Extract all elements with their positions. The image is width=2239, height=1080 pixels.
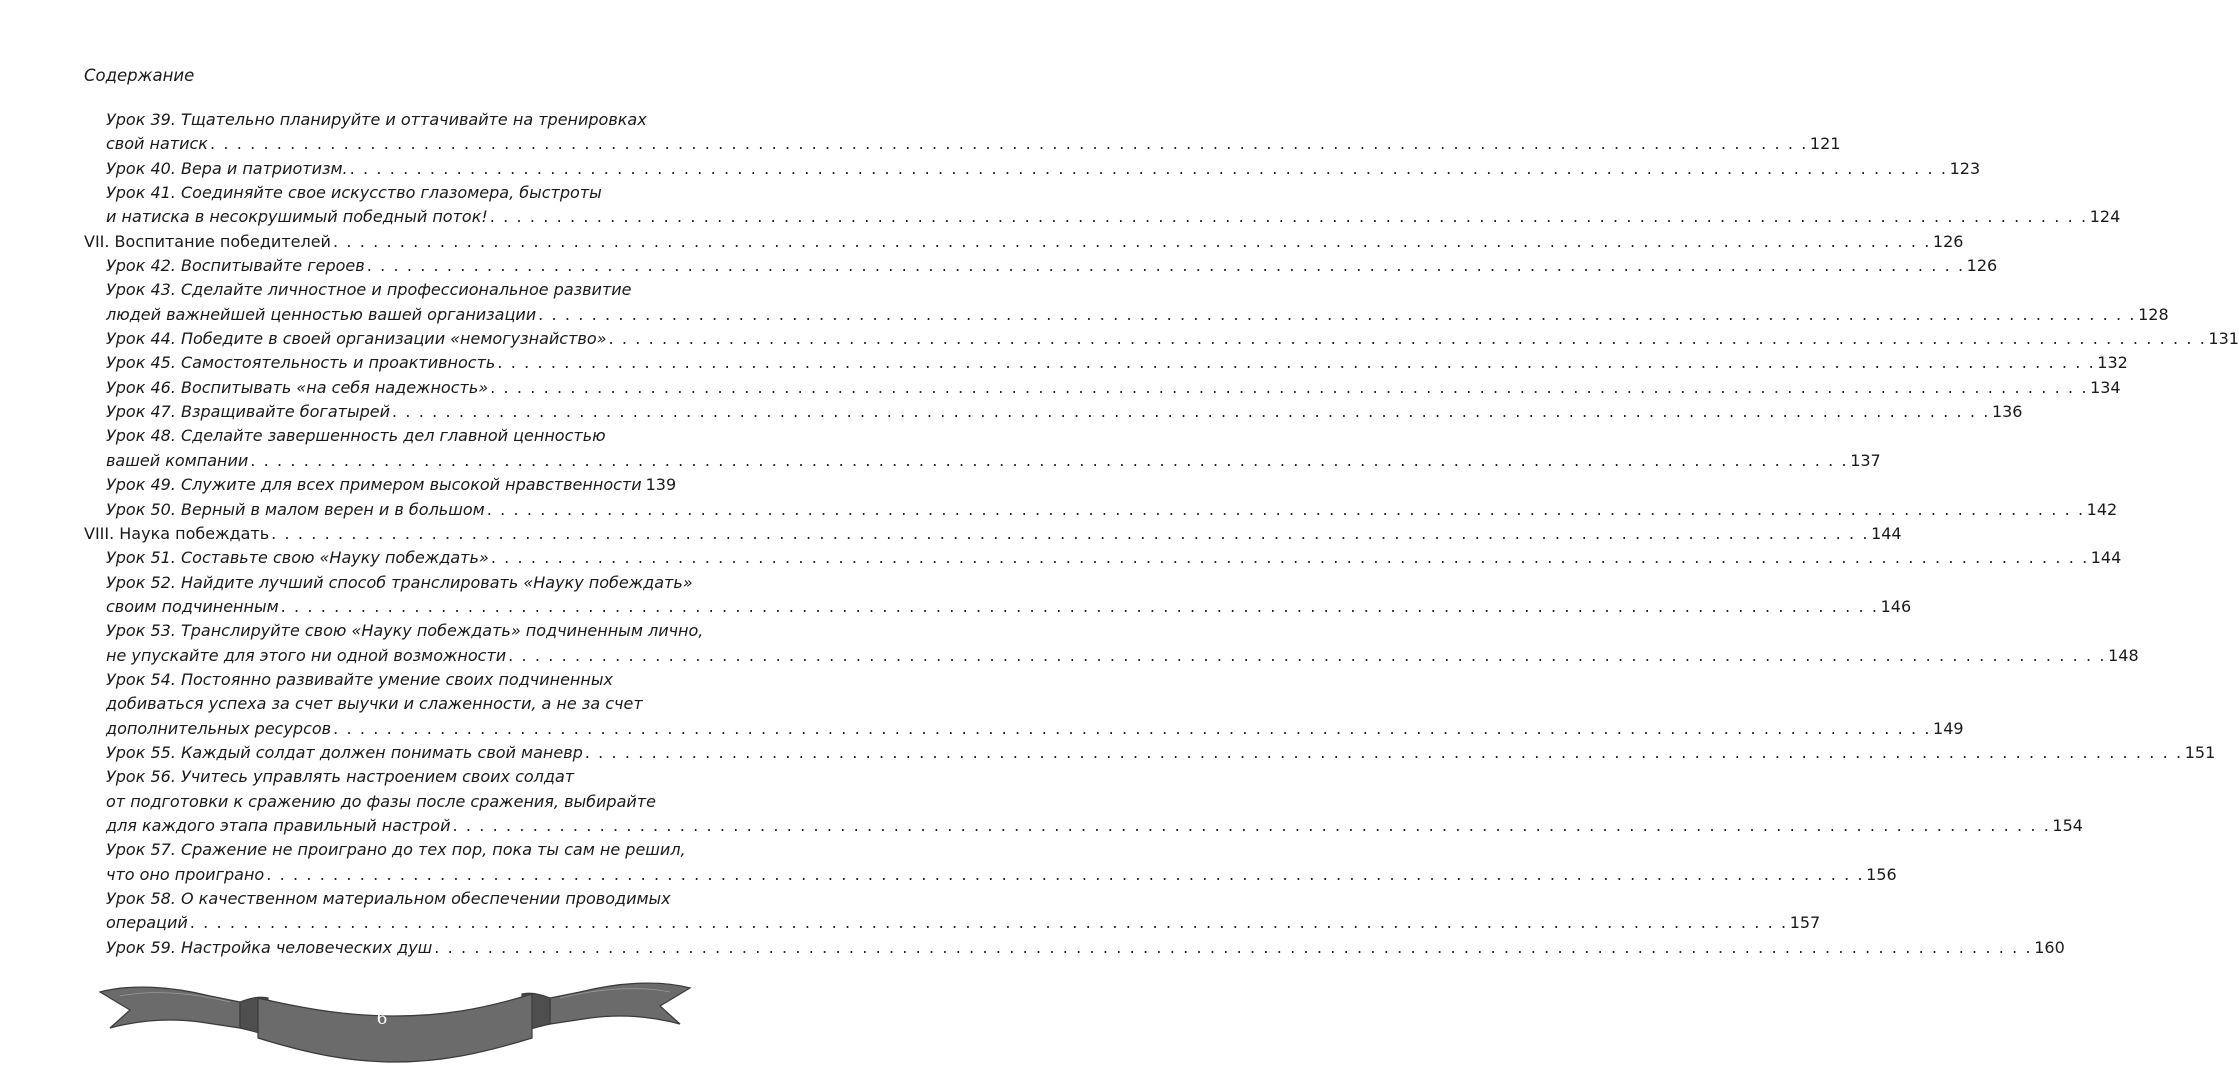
- toc-lesson-line: [106, 790, 670, 814]
- toc-lesson-line: [106, 376, 2121, 400]
- dot-leader: . . . . . . . . . . . . . . . . . . . . . . . . . . . . . . . . . . . . . . . . . . . . . . . . . . . . . . . . . . . . . . . . . . . . . . . . . . . . . . . . . . . . . . . . . . . . . . . . . . . . . . . . . . . . . . . . . . . . . . . .: [332, 231, 1931, 251]
- toc-entry-text: Урок 51. Составьте свою «Науку побеждать»: [106, 548, 489, 568]
- toc-page-number: 146: [1880, 596, 1912, 616]
- toc-entry-text: Урок 47. Взращивайте богатырей: [106, 402, 390, 422]
- toc-entry-text: Урок 55. Каждый солдат должен понимать свой маневр: [106, 742, 583, 762]
- toc-page-number: 139: [645, 475, 677, 495]
- toc-lesson-line: [106, 254, 1998, 278]
- toc-entry-text: не упускайте для этого ни одной возможности: [106, 645, 507, 665]
- toc-lesson-line: [106, 571, 693, 595]
- toc-page-number: 144: [1871, 523, 1902, 543]
- toc-lesson-line: [106, 546, 2122, 570]
- toc-lesson-line: [106, 619, 704, 643]
- dot-leader: . . . . . . . . . . . . . . . . . . . . . . . . . . . . . . . . . . . . . . . . . . . . . . . . . . . . . . . . . . . . . . . . . . . . . . . . . . . . . . . . . . . . . . . . . . . . . . . . . . . . . . . . . . . . . . . . . . . . . . . .: [489, 207, 2088, 227]
- toc-page-number: 134: [2090, 377, 2121, 397]
- dot-leader: . . . . . . . . . . . . . . . . . . . . . . . . . . . . . . . . . . . . . . . . . . . . . . . . . . . . . . . . . . . . . . . . . . . . . . . . . . . . . . . . . . . . . . . . . . . . . . . . . . . . . . . . . . . . . . . . . . . . . . . .: [538, 304, 2137, 324]
- toc-entry-text: вашей компании: [106, 450, 249, 470]
- dot-leader: . . . . . . . . . . . . . . . . . . . . . . . . . . . . . . . . . . . . . . . . . . . . . . . . . . . . . . . . . . . . . . . . . . . . . . . . . . . . . . . . . . . . . . . . . . . . . . . . . . . . . . . . . . . . . . . . . . . . . . . .: [349, 158, 1948, 178]
- toc-entry-text: Урок 48. Сделайте завершенность дел главной ценностью: [106, 426, 606, 446]
- toc-entry-text: Урок 52. Найдите лучший способ транслировать «Науку побеждать»: [106, 572, 693, 592]
- toc-lesson-line: [106, 741, 2216, 765]
- dot-leader: . . . . . . . . . . . . . . . . . . . . . . . . . . . . . . . . . . . . . . . . . . . . . . . . . . . . . . . . . . . . . . . . . . . . . . . . . . . . . . . . . . . . . . . . . . . . . . . . . . . . . . . . . . . . . . . . . . . . . . . .: [508, 645, 2107, 665]
- toc-lesson-line: [106, 936, 2065, 960]
- toc-entry-text: и натиска в несокрушимый победный поток!: [106, 207, 488, 227]
- dot-leader: . . . . . . . . . . . . . . . . . . . . . . . . . . . . . . . . . . . . . . . . . . . . . . . . . . . . . . . . . . . . . . . . . . . . . . . . . . . . . . . . . . . . . . . . . . . . . . . . . . . . . . . . . . . . . . . . . . . . . . . .: [366, 256, 1965, 276]
- toc-entry-text: Урок 41. Соединяйте свое искусство глазомера, быстроты: [106, 183, 602, 203]
- dot-leader: . . . . . . . . . . . . . . . . . . . . . . . . . . . . . . . . . . . . . . . . . . . . . . . . . . . . . . . . . . . . . . . . . . . . . . . . . . . . . . . . . . . . . . . . . . . . . . . . . . . . . . . . . . . . . . . . . . . . . . . .: [271, 523, 1870, 543]
- toc-entry-text: от подготовки к сражению до фазы после сражения, выбирайте: [106, 791, 656, 811]
- toc-page-number: 160: [2034, 937, 2065, 957]
- toc-entry-text: свой натиск: [106, 134, 208, 154]
- toc-entry-text: Урок 44. Победите в своей организации «немогузнайство»: [106, 329, 607, 349]
- toc-page-number: 136: [1991, 402, 2023, 422]
- toc-lesson-line: [106, 911, 1821, 935]
- toc-page-number: 137: [1850, 450, 1881, 470]
- toc-page-number: 154: [2052, 815, 2083, 835]
- toc-lesson-line: [106, 278, 670, 302]
- table-of-contents: [84, 108, 2239, 960]
- dot-leader: . . . . . . . . . . . . . . . . . . . . . . . . . . . . . . . . . . . . . . . . . . . . . . . . . . . . . . . . . . . . . . . . . . . . . . . . . . . . . . . . . . . . . . . . . . . . . . . . . . . . . . . . . . . . . . . . . . . . . . . .: [490, 548, 2089, 568]
- toc-entry-text: Урок 50. Верный в малом верен и в большом: [106, 499, 485, 519]
- toc-entry-text: своим подчиненным: [106, 596, 279, 616]
- toc-entry-text: Урок 54. Постоянно развивайте умение своих подчиненных: [106, 669, 613, 689]
- toc-entry-text: что оно проиграно: [106, 864, 265, 884]
- toc-page-number: 132: [2097, 353, 2128, 373]
- toc-page-number: 144: [2090, 548, 2122, 568]
- toc-entry-text: Урок 59. Настройка человеческих душ: [106, 937, 433, 957]
- dot-leader: . . . . . . . . . . . . . . . . . . . . . . . . . . . . . . . . . . . . . . . . . . . . . . . . . . . . . . . . . . . . . . . . . . . . . . . . . . . . . . . . . . . . . . . . . . . . . . . . . . . . . . . . . . . . . . . . . . . . . . . .: [497, 353, 2096, 373]
- toc-lesson-line: [106, 351, 2128, 375]
- toc-entry-text: Урок 53. Транслируйте свою «Науку побеждать» подчиненным лично,: [106, 621, 704, 641]
- dot-leader: . . . . . . . . . . . . . . . . . . . . . . . . . . . . . . . . . . . . . . . . . . . . . . . . . . . . . . . . . . . . . . . . . . . . . . . . . . . . . . . . . . . . . . . . . . . . . . . . . . . . . . . . . . . . . . . . . . . . . . . .: [486, 499, 2085, 519]
- toc-lesson-line: [106, 108, 670, 132]
- toc-page-number: 148: [2108, 645, 2139, 665]
- dot-leader: . . . . . . . . . . . . . . . . . . . . . . . . . . . . . . . . . . . . . . . . . . . . . . . . . . . . . . . . . . . . . . . . . . . . . . . . . . . . . . . . . . . . . . . . . . . . . . . . . . . . . . . . . . . . . . . . . . . . . . . .: [392, 402, 1990, 422]
- toc-page-number: 156: [1866, 864, 1897, 884]
- toc-lesson-line: [106, 863, 1897, 887]
- toc-page-number: 142: [2086, 499, 2118, 519]
- dot-leader: . . . . . . . . . . . . . . . . . . . . . . . . . . . . . . . . . . . . . . . . . . . . . . . . . . . . . . . . . . . . . . . . . . . . . . . . . . . . . . . . . . . . . . . . . . . . . . . . . . . . . . . . . . . . . . . . . . . . . . . .: [608, 329, 2207, 349]
- toc-page-number: 131: [2208, 329, 2239, 349]
- toc-lesson-line: [106, 814, 2083, 838]
- toc-entry-text: Урок 58. О качественном материальном обеспечении проводимых: [106, 889, 671, 908]
- dot-leader: . . . . . . . . . . . . . . . . . . . . . . . . . . . . . . . . . . . . . . . . . . . . . . . . . . . . . . . . . . . . . . . . . . . . . . . . . . . . . . . . . . . . . . . . . . . . . . . . . . . . . . . . . . . . . . . . . . . . . . . .: [490, 377, 2089, 397]
- dot-leader: . . . . . . . . . . . . . . . . . . . . . . . . . . . . . . . . . . . . . . . . . . . . . . . . . . . . . . . . . . . . . . . . . . . . . . . . . . . . . . . . . . . . . . . . . . . . . . . . . . . . . . . . . . . . . . . . . . . . . . . .: [434, 937, 2033, 957]
- toc-lesson-line: [106, 205, 2121, 229]
- dot-leader: . . . . . . . . . . . . . . . . . . . . . . . . . . . . . . . . . . . . . . . . . . . . . . . . . . . . . . . . . . . . . . . . . . . . . . . . . . . . . . . . . . . . . . . . . . . . . . . . . . . . . . . . . . . . . . . . . . . . . . . .: [333, 718, 1932, 738]
- toc-entry-text: Урок 40. Вера и патриотизм.: [106, 158, 348, 178]
- toc-chapter-line: [84, 522, 1902, 546]
- toc-entry-text: Урок 56. Учитесь управлять настроением своих солдат: [106, 767, 575, 787]
- toc-page-number: 123: [1949, 158, 1981, 178]
- toc-lesson-line: [106, 668, 670, 692]
- toc-lesson-line: [106, 400, 2023, 424]
- toc-lesson-line: [106, 449, 1881, 473]
- toc-page-number: 128: [2138, 304, 2169, 324]
- toc-entry-text: людей важнейшей ценностью вашей организации: [106, 304, 537, 324]
- toc-page-number: 126: [1966, 256, 1998, 276]
- toc-entry-text: добиваться успеха за счет выучки и слаженности, а не за счет: [106, 694, 643, 714]
- toc-lesson-line: [106, 595, 1912, 619]
- toc-page-number: 151: [2184, 742, 2216, 762]
- toc-entry-text: VIII. Наука побеждать: [84, 523, 270, 543]
- dot-leader: . . . . . . . . . . . . . . . . . . . . . . . . . . . . . . . . . . . . . . . . . . . . . . . . . . . . . . . . . . . . . . . . . . . . . . . . . . . . . . . . . . . . . . . . . . . . . . . . . . . . . . . . . . . . . . . . . . . . . . . .: [209, 134, 1808, 154]
- toc-lesson-line: [106, 498, 2118, 522]
- toc-lesson-line: [106, 692, 670, 716]
- toc-entry-text: Урок 49. Служите для всех примером высокой нравственности: [106, 475, 642, 495]
- toc-lesson-line: [106, 424, 670, 448]
- toc-entry-text: VII. Воспитание победителей: [84, 231, 331, 251]
- toc-entry-text: операций: [106, 913, 188, 933]
- dot-leader: . . . . . . . . . . . . . . . . . . . . . . . . . . . . . . . . . . . . . . . . . . . . . . . . . . . . . . . . . . . . . . . . . . . . . . . . . . . . . . . . . . . . . . . . . . . . . . . . . . . . . . . . . . . . . . . . . . . . . . . .: [189, 913, 1788, 933]
- running-header: Содержание: [84, 66, 195, 85]
- toc-page-number: 157: [1789, 913, 1821, 933]
- dot-leader: . . . . . . . . . . . . . . . . . . . . . . . . . . . . . . . . . . . . . . . . . . . . . . . . . . . . . . . . . . . . . . . . . . . . . . . . . . . . . . . . . . . . . . . . . . . . . . . . . . . . . . . . . . . . . . . . . . . . . . . .: [280, 596, 1879, 616]
- toc-lesson-line: [106, 132, 1841, 156]
- toc-entry-text: Урок 43. Сделайте личностное и профессиональное развитие: [106, 280, 632, 300]
- toc-entry-text: Урок 45. Самостоятельность и проактивность: [106, 353, 496, 373]
- toc-page-number: 124: [2089, 207, 2121, 227]
- toc-lesson-line: [106, 157, 1981, 181]
- toc-chapter-line: [84, 230, 1964, 254]
- toc-lesson-line: [106, 644, 2139, 668]
- toc-entry-text: Урок 42. Воспитывайте героев: [106, 256, 365, 276]
- toc-lesson-line: [106, 717, 1964, 741]
- toc-page-number: 149: [1933, 718, 1964, 738]
- toc-page-number: 126: [1932, 231, 1964, 251]
- toc-lesson-line: [106, 838, 686, 862]
- toc-entry-text: дополнительных ресурсов: [106, 718, 332, 738]
- toc-entry-text: Урок 46. Воспитывать «на себя надежность»: [106, 377, 489, 397]
- dot-leader: . . . . . . . . . . . . . . . . . . . . . . . . . . . . . . . . . . . . . . . . . . . . . . . . . . . . . . . . . . . . . . . . . . . . . . . . . . . . . . . . . . . . . . . . . . . . . . . . . . . . . . . . . . . . . . . . . . . . . . . .: [584, 742, 2183, 762]
- toc-page-number: 121: [1809, 134, 1841, 154]
- toc-entry-text: Урок 39. Тщательно планируйте и оттачивайте на тренировках: [106, 110, 647, 129]
- toc-lesson-line: [106, 181, 670, 205]
- toc-entry-text: для каждого этапа правильный настрой: [106, 815, 451, 835]
- toc-lesson-line: [106, 473, 677, 497]
- dot-leader: . . . . . . . . . . . . . . . . . . . . . . . . . . . . . . . . . . . . . . . . . . . . . . . . . . . . . . . . . . . . . . . . . . . . . . . . . . . . . . . . . . . . . . . . . . . . . . . . . . . . . . . . . . . . . . . . . . . . . . . .: [452, 815, 2051, 835]
- toc-lesson-line: [106, 327, 2239, 351]
- toc-entry-text: Урок 57. Сражение не проиграно до тех пор, пока ты сам не решил,: [106, 840, 686, 860]
- dot-leader: . . . . . . . . . . . . . . . . . . . . . . . . . . . . . . . . . . . . . . . . . . . . . . . . . . . . . . . . . . . . . . . . . . . . . . . . . . . . . . . . . . . . . . . . . . . . . . . . . . . . . . . . . . . . . . . . . . . . . . . .: [266, 864, 1865, 884]
- toc-lesson-line: [106, 303, 2169, 327]
- toc-lesson-line: [106, 887, 670, 911]
- toc-lesson-line: [106, 765, 670, 789]
- page-number: 6: [376, 1009, 388, 1029]
- dot-leader: . . . . . . . . . . . . . . . . . . . . . . . . . . . . . . . . . . . . . . . . . . . . . . . . . . . . . . . . . . . . . . . . . . . . . . . . . . . . . . . . . . . . . . . . . . . . . . . . . . . . . . . . . . . . . . . . . . . . . . . .: [250, 450, 1849, 470]
